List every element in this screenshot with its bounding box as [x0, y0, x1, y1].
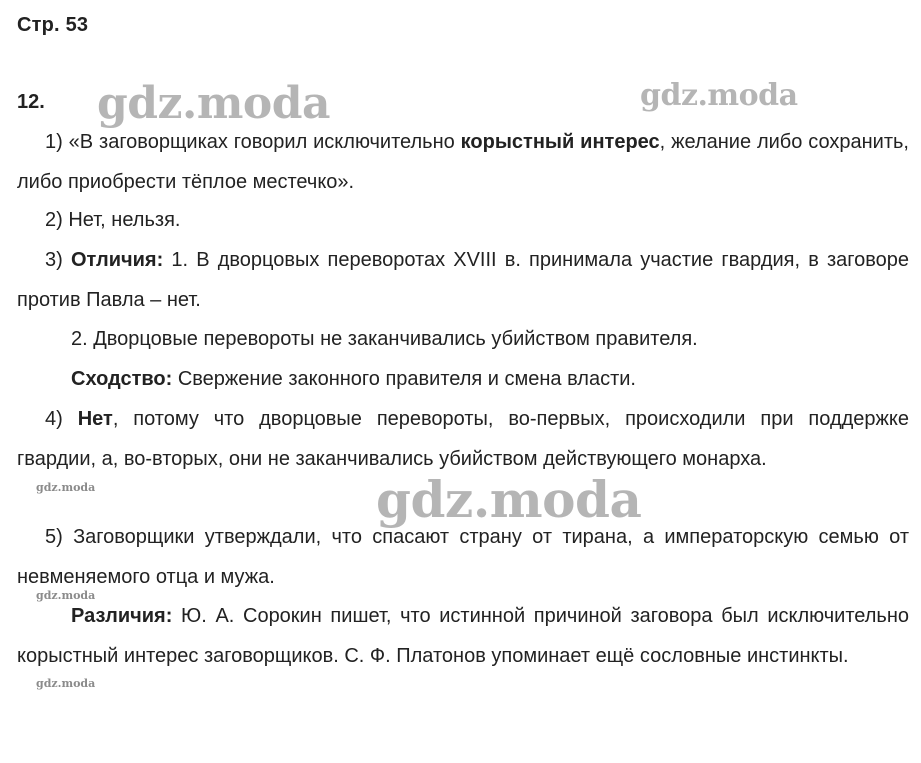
watermark-small-1: gdz.moda — [36, 481, 96, 494]
answer-5-differences — [17, 596, 909, 676]
answer-2-text: 2) Нет, нельзя. — [45, 209, 181, 231]
watermark-large-1: gdz.moda — [97, 78, 331, 129]
answer-5 — [17, 517, 909, 597]
differences-text: Ю. А. Сорокин пишет, что истинной причиной заговора был исключительно корыстный интерес заговорщиков. С. Ф. Платонов упоминает ещё сословные инстинкты. — [17, 605, 909, 667]
answer-4-text: , потому что дворцовые перевороты, во-первых, происходили при поддержке гвардии, а, во-вторых, они не заканчивались убийством действующего монарха. — [17, 408, 910, 470]
answer-4-prefix: 4) — [45, 408, 78, 430]
watermark-small-3: gdz.moda — [36, 677, 96, 690]
answer-3-prefix: 3) — [45, 249, 71, 271]
answer-2 — [17, 200, 909, 240]
similarity-label: Сходство: — [71, 368, 173, 390]
answer-3-text: 1. В дворцовых переворотах XVIII в. принимала участие гвардия, в заговоре против Павла – нет. — [17, 249, 909, 311]
watermark-large-2: gdz.moda — [640, 78, 798, 113]
answer-3 — [17, 240, 909, 320]
watermark-large-3: gdz.moda — [376, 470, 642, 529]
similarity-text: Свержение законного правителя и смена власти. — [172, 368, 636, 390]
differences-label: Различия: — [71, 605, 173, 627]
answer-1-suffix: , желание либо сохранить, либо приобрести тёплое местечко». — [17, 131, 909, 193]
task-number: 12. — [17, 91, 45, 113]
answer-4 — [17, 399, 909, 479]
watermark-small-2: gdz.moda — [36, 589, 96, 602]
answer-1-bold: корыстный интерес — [460, 131, 660, 153]
answer-3-item-2: 2. Дворцовые перевороты не заканчивались убийством правителя. — [71, 328, 698, 350]
answer-3-bold: Отличия: — [70, 249, 164, 271]
answer-4-bold: Нет — [77, 408, 113, 430]
answer-1 — [17, 122, 909, 202]
answer-5-text: 5) Заговорщики утверждали, что спасают страну от тирана, а императорскую семью от невменяемого отца и мужа. — [17, 526, 909, 588]
answer-3-similarity — [71, 359, 636, 399]
page-label: Стр. 53 — [17, 14, 89, 36]
answer-1-prefix: 1) «В заговорщиках говорил исключительно — [45, 131, 461, 153]
